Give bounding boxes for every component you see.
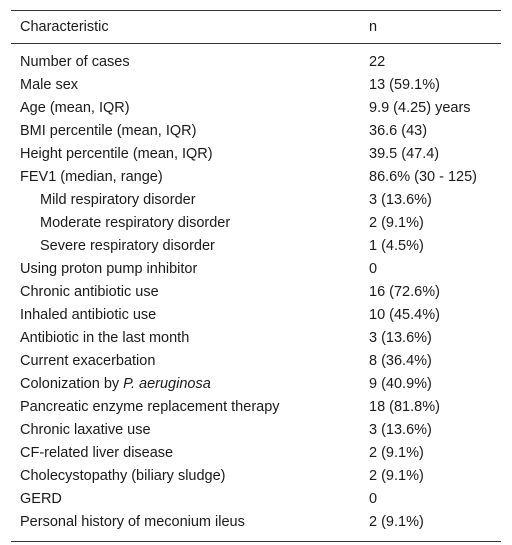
row-value: 0 [369,490,378,507]
row-value: 2 (9.1%) [369,513,424,530]
row-characteristic [11,234,358,257]
row-label: Current exacerbation [20,352,156,369]
row-label: Personal history of meconium ileus [20,513,245,530]
row-characteristic [11,142,358,165]
row-value: 22 [369,53,386,70]
table-row [11,464,501,487]
row-characteristic [11,372,358,395]
row-characteristic [11,165,358,188]
table-row [11,280,501,303]
row-characteristic [11,418,358,441]
row-characteristic [11,349,358,372]
row-characteristic [11,96,358,119]
table-row [11,510,501,542]
row-label: CF-related liver disease [20,444,174,461]
row-value: 2 (9.1%) [369,214,424,231]
row-label: Male sex [20,76,79,93]
row-value: 1 (4.5%) [369,237,424,254]
row-value: 16 (72.6%) [369,283,440,300]
row-label: Chronic laxative use [20,421,151,438]
row-value: 36.6 (43) [369,122,428,139]
header-characteristic: Characteristic [20,19,109,35]
row-value: 18 (81.8%) [369,398,440,415]
row-value: 2 (9.1%) [369,444,424,461]
table-row [11,188,501,211]
table-header [11,11,501,44]
row-characteristic [11,119,358,142]
row-label: BMI percentile (mean, IQR) [20,122,197,139]
row-characteristic [11,487,358,510]
row-label: Chronic antibiotic use [20,283,159,300]
table-row [11,441,501,464]
table-row [11,96,501,119]
table-row [11,234,501,257]
row-characteristic [11,464,358,487]
row-value: 39.5 (47.4) [369,145,440,162]
row-characteristic [11,395,358,418]
table-row [11,165,501,188]
header-row [11,11,501,44]
row-label: Antibiotic in the last month [20,329,190,346]
row-value: 8 (36.4%) [369,352,432,369]
row-label: Using proton pump inhibitor [20,260,198,277]
table-row [11,372,501,395]
row-label: Colonization by [20,375,124,392]
row-label: Severe respiratory disorder [40,237,215,254]
row-characteristic [11,510,358,542]
row-label: Height percentile (mean, IQR) [20,145,213,162]
row-value: 3 (13.6%) [369,191,432,208]
row-characteristic [11,280,358,303]
row-label-italic: P. aeruginosa [123,375,211,392]
row-value: 0 [369,260,378,277]
table-row [11,257,501,280]
row-characteristic [11,326,358,349]
table-row [11,119,501,142]
header-n: n [369,19,378,35]
row-label: Mild respiratory disorder [40,191,196,208]
row-label: Inhaled antibiotic use [20,306,157,323]
table-row [11,487,501,510]
row-value: 10 (45.4%) [369,306,440,323]
row-value: 9.9 (4.25) years [369,99,471,116]
table-row [11,303,501,326]
table-row [11,44,501,74]
table-row [11,418,501,441]
row-label: FEV1 (median, range) [20,168,163,185]
row-label: Pancreatic enzyme replacement therapy [20,398,280,415]
row-label: GERD [20,490,62,507]
table-row [11,395,501,418]
row-value: 3 (13.6%) [369,421,432,438]
table-row [11,349,501,372]
row-label: Age (mean, IQR) [20,99,130,116]
table-body [11,44,501,542]
row-value: 2 (9.1%) [369,467,424,484]
row-characteristic [11,303,358,326]
row-characteristic [11,211,358,234]
row-value: 86.6% (30 - 125) [369,168,478,185]
table-row [11,73,501,96]
characteristics-table-container [11,10,501,542]
row-characteristic [11,257,358,280]
row-value: 3 (13.6%) [369,329,432,346]
row-characteristic [11,73,358,96]
row-characteristic [11,188,358,211]
characteristics-table [11,10,501,542]
row-value: 9 (40.9%) [369,375,432,392]
row-characteristic [11,44,358,74]
row-label: Moderate respiratory disorder [40,214,231,231]
row-label: Number of cases [20,53,130,70]
row-label: Cholecystopathy (biliary sludge) [20,467,226,484]
row-value: 13 (59.1%) [369,76,440,93]
table-row [11,142,501,165]
row-characteristic [11,441,358,464]
table-row [11,326,501,349]
table-row [11,211,501,234]
